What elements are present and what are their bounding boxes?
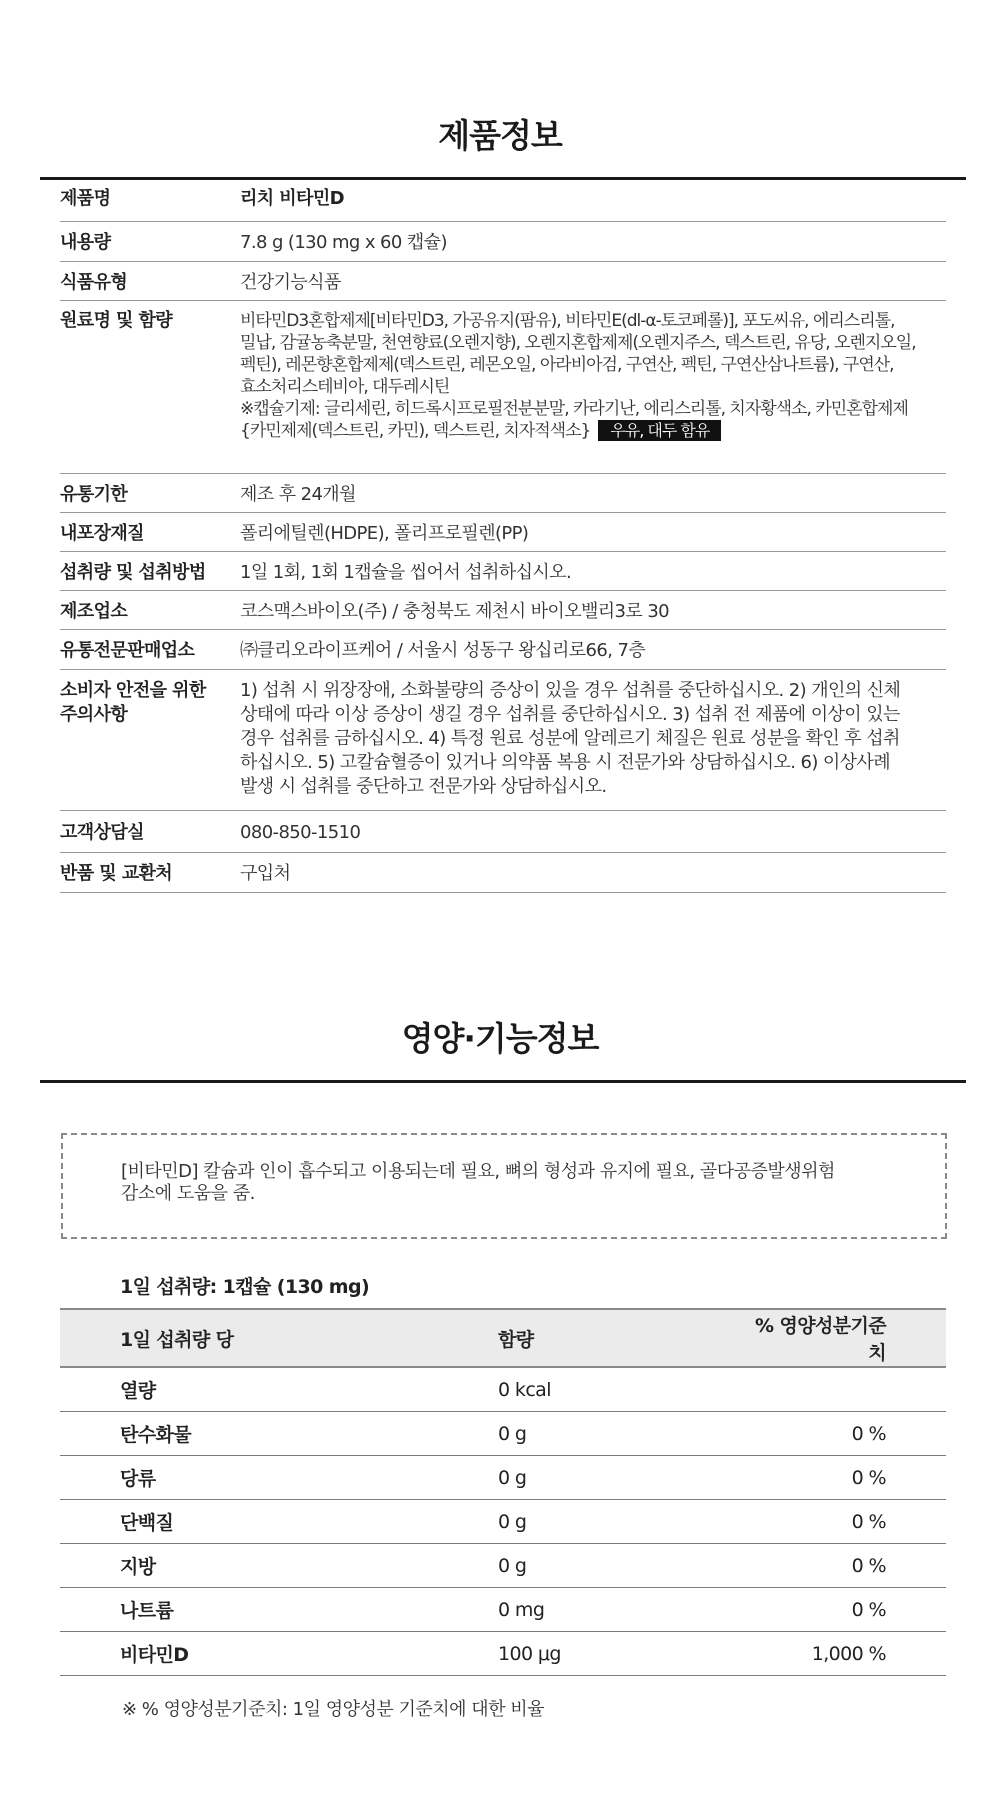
serving-size: 1일 섭취량: 1캡슐 (130 mg) [120,1276,370,1298]
nutrient-percent: 0 % [851,1598,886,1621]
header-cell: 함량 [498,1328,534,1351]
info-value: ㈜클리오라이프케어 / 서울시 성동구 왕십리로66, 7층 [240,640,646,661]
nutrient-name: 열량 [120,1380,156,1402]
caution-line: 1) 섭취 시 위장장애, 소화불량의 증상이 있을 경우 섭취를 중단하십시오. 2) 개인의 신체 [240,680,901,701]
info-value [240,310,946,473]
header-cell: 1일 섭취량 당 [120,1328,234,1351]
table-row [60,1368,946,1412]
nutrition-table [60,1308,946,1676]
info-row-customer-service [60,811,946,853]
info-value: 건강기능식품 [240,272,341,293]
ingredients-line: 효소처리스테비아, 대두레시틴 [240,377,450,397]
info-label: 유통기한 [60,484,128,505]
allergen-badge: 우유, 대두 함유 [598,420,721,441]
nutrient-percent: 0 % [851,1510,886,1533]
info-value: 구입처 [240,863,291,884]
info-row-packaging [60,513,946,552]
info-row-distributor [60,630,946,670]
nutrient-name: 탄수화물 [120,1424,192,1446]
info-label: 내용량 [60,232,111,253]
table-row [60,1412,946,1456]
info-value: 리치 비타민D [240,188,344,209]
table-row [60,1588,946,1632]
nutrient-amount: 0 kcal [498,1378,551,1401]
info-value [240,679,946,810]
info-value: 1일 1회, 1회 1캡슐을 씹어서 섭취하십시오. [240,562,572,583]
function-line: 감소에 도움을 줌. [121,1183,255,1204]
nutrient-name: 비타민D [120,1644,189,1666]
info-row-ingredients [60,301,946,474]
caution-label-line: 소비자 안전을 위한 [60,680,206,701]
nutrition-table-header [60,1308,946,1368]
caution-line: 상태에 따라 이상 증상이 생길 경우 섭취를 중단하십시오. 3) 섭취 전 제품에 이상이 있는 [240,704,900,725]
info-value: 080-850-1510 [240,822,361,843]
table-row [60,1632,946,1676]
table-row [60,1500,946,1544]
info-row-intake [60,552,946,591]
title-divider [40,177,966,180]
nutrient-amount: 0 g [498,1422,527,1445]
nutrient-name: 지방 [120,1556,156,1578]
info-label: 반품 및 교환처 [60,863,173,884]
nutrient-amount: 0 g [498,1466,527,1489]
nutrient-percent: 0 % [851,1554,886,1577]
table-row [60,1456,946,1500]
info-label: 식품유형 [60,272,128,293]
caution-label-line: 주의사항 [60,704,128,725]
info-label [60,679,240,810]
nutrient-percent: 0 % [851,1422,886,1445]
ingredients-line: 밀납, 감귤농축분말, 천연향료(오렌지향), 오렌지혼합제제(오렌지주스, 덱스트린, 유당, 오렌지오일, [240,333,916,353]
info-row-returns [60,853,946,893]
function-box [61,1133,947,1239]
product-info-table [60,181,946,893]
caution-line: 경우 섭취를 금하십시오. 4) 특정 원료 성분에 알레르기 체질은 원료 성분을 확인 후 섭취 [240,728,900,749]
nutrient-name: 나트륨 [120,1600,174,1622]
function-line: [비타민D] 칼슘과 인이 흡수되고 이용되는데 필요, 뼈의 형성과 유지에 필요, 골다공증발생위험 [121,1161,835,1182]
info-label: 제조업소 [60,601,128,622]
caution-line: 하십시오. 5) 고칼슘혈증이 있거나 의약품 복용 시 전문가와 상담하십시오. 6) 이상사례 [240,752,891,773]
nutrient-name: 당류 [120,1468,156,1490]
title-divider [40,1080,966,1083]
info-label: 고객상담실 [60,822,144,843]
info-row-cautions [60,670,946,811]
ingredients-line: 비타민D3혼합제제[비타민D3, 가공유지(팜유), 비타민E(dl-α-토코페롤)], 포도씨유, 에리스리톨, [240,311,895,331]
ingredients-line [240,420,946,442]
ingredients-text: {카민제제(덱스트린, 카민), 덱스트린, 치자적색소} [240,421,591,441]
info-value: 제조 후 24개월 [240,484,356,505]
info-row-volume [60,222,946,262]
info-row-food-type [60,262,946,301]
info-value: 7.8 g (130 mg x 60 캡슐) [240,232,447,253]
info-label: 섭취량 및 섭취방법 [60,562,206,583]
nutrient-amount: 0 g [498,1510,527,1533]
info-label: 내포장재질 [60,523,144,544]
nutrient-amount: 0 mg [498,1598,545,1621]
info-label: 유통전문판매업소 [60,640,195,661]
info-value: 코스맥스바이오(주) / 충청북도 제천시 바이오밸리3로 30 [240,601,670,622]
nutrient-percent: 0 % [851,1466,886,1489]
info-row-expiry [60,474,946,513]
table-row [60,1544,946,1588]
product-info-title: 제품정보 [438,116,562,155]
ingredients-line: 펙틴), 레몬향혼합제제(덱스트린, 레몬오일, 아라비아검, 구연산, 펙틴, 구연산삼나트륨), 구연산, [240,355,894,375]
nutrient-amount: 100 μg [498,1642,561,1665]
info-label: 원료명 및 함량 [60,310,173,331]
ingredients-line: ※캡슐기제: 글리세린, 히드록시프로필전분분말, 카라기난, 에리스리톨, 치자황색소, 카민혼합제제 [240,399,908,419]
info-label: 제품명 [60,188,111,209]
info-value: 폴리에틸렌(HDPE), 폴리프로필렌(PP) [240,523,529,544]
info-row-manufacturer [60,591,946,630]
nutrient-name: 단백질 [120,1512,174,1534]
nutrient-amount: 0 g [498,1554,527,1577]
nutrition-footnote: ※ % 영양성분기준치: 1일 영양성분 기준치에 대한 비율 [122,1699,545,1720]
caution-line: 발생 시 섭취를 중단하고 전문가와 상담하십시오. [240,776,607,797]
nutrient-percent: 1,000 % [811,1642,886,1665]
info-row-product-name [60,181,946,222]
nutrition-title: 영양·기능정보 [401,1019,599,1058]
header-cell: % 영양성분기준치 [755,1315,886,1364]
